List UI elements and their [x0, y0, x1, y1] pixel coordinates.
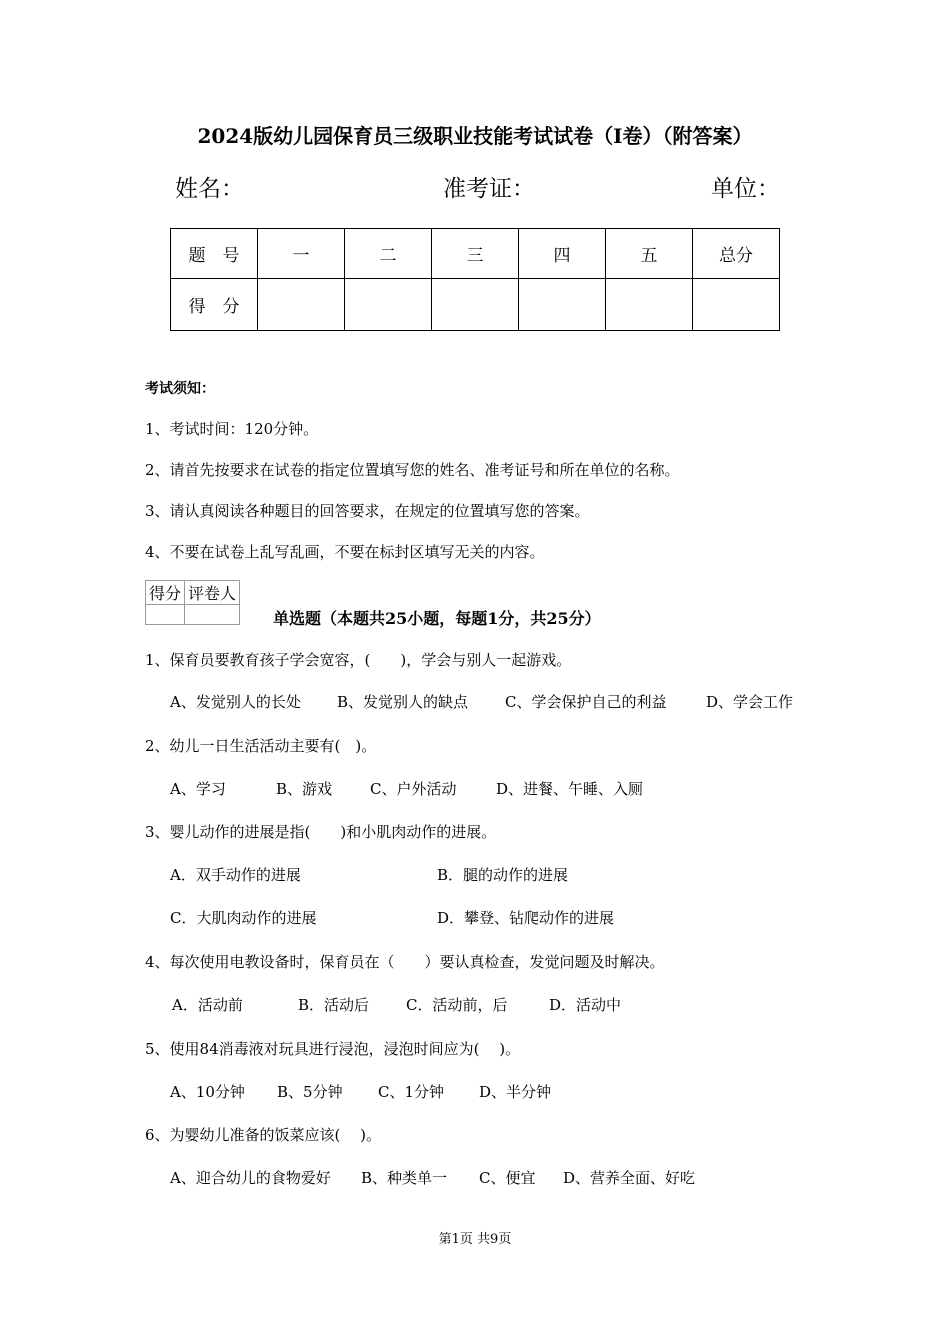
- score-table-header-cell: 五: [606, 229, 693, 279]
- grader-score-label: 得分: [146, 581, 185, 605]
- answer-option: A．双手动作的进展: [170, 866, 301, 884]
- unit-field-label: 单位：: [711, 176, 780, 202]
- answer-option: B．活动后: [298, 996, 370, 1014]
- answer-option: C．活动前，后: [406, 996, 508, 1014]
- score-cell[interactable]: [693, 279, 780, 331]
- name-field-label: 姓名：: [175, 176, 244, 202]
- grader-reviewer-cell[interactable]: [185, 605, 240, 625]
- answer-option: C、1分钟: [378, 1083, 445, 1101]
- notice-item: 1、考试时间：120分钟。: [145, 420, 319, 438]
- answer-option: B、发觉别人的缺点: [337, 693, 469, 711]
- question-text: 4、每次使用电教设备时，保育员在（ ）要认真检查，发觉问题及时解决。: [145, 953, 665, 971]
- score-table-score-row: [171, 279, 780, 331]
- notice-item: 3、请认真阅读各种题目的回答要求，在规定的位置填写您的答案。: [145, 502, 590, 520]
- notice-item: 4、不要在试卷上乱写乱画，不要在标封区填写无关的内容。: [145, 543, 545, 561]
- answer-option: C、户外活动: [370, 780, 457, 798]
- score-table-header-cell: 二: [345, 229, 432, 279]
- answer-option: B．腿的动作的进展: [437, 866, 569, 884]
- score-table-header-cell: 题 号: [171, 229, 258, 279]
- question-text: 2、幼儿一日生活活动主要有( )。: [145, 737, 377, 755]
- page-footer: 第1页 共9页: [438, 1232, 512, 1247]
- answer-option: D．活动中: [549, 996, 622, 1014]
- answer-option: B、游戏: [276, 780, 333, 798]
- question-text: 6、为婴幼儿准备的饭菜应该( )。: [145, 1126, 382, 1144]
- exam-id-field-label: 准考证：: [443, 176, 535, 202]
- score-table-header-cell: 一: [258, 229, 345, 279]
- question-text: 1、保育员要教育孩子学会宽容，( )，学会与别人一起游戏。: [145, 651, 572, 669]
- question-text: 5、使用84消毒液对玩具进行浸泡，浸泡时间应为( )。: [145, 1040, 521, 1058]
- answer-option: D、营养全面、好吃: [563, 1169, 696, 1187]
- score-cell[interactable]: [345, 279, 432, 331]
- answer-option: A．活动前: [172, 996, 243, 1014]
- answer-option: B、5分钟: [277, 1083, 343, 1101]
- answer-option: A、10分钟: [170, 1083, 245, 1101]
- answer-option: D、学会工作: [706, 693, 794, 711]
- answer-option: D、进餐、午睡、入厕: [496, 780, 644, 798]
- answer-option: C、学会保护自己的利益: [505, 693, 667, 711]
- score-cell[interactable]: [258, 279, 345, 331]
- answer-option: C．大肌肉动作的进展: [170, 909, 317, 927]
- grader-score-cell[interactable]: [146, 605, 185, 625]
- answer-option: B、种类单一: [361, 1169, 448, 1187]
- document-title: 2024版幼儿园保育员三级职业技能考试试卷（I卷）（附答案）: [197, 124, 753, 148]
- answer-option: A、迎合幼儿的食物爱好: [170, 1169, 331, 1187]
- score-table-header-cell: 三: [432, 229, 519, 279]
- score-table-header-row: [171, 229, 780, 279]
- score-table-header-cell: 四: [519, 229, 606, 279]
- answer-option: A、学习: [170, 780, 226, 798]
- grader-reviewer-label: 评卷人: [185, 581, 240, 605]
- score-table: [170, 228, 780, 331]
- score-cell[interactable]: [519, 279, 606, 331]
- notice-item: 2、请首先按要求在试卷的指定位置填写您的姓名、准考证号和所在单位的名称。: [145, 461, 680, 479]
- score-row-label: 得 分: [171, 279, 258, 331]
- section-title: 单选题（本题共25小题，每题1分，共25分）: [273, 609, 601, 628]
- score-cell[interactable]: [606, 279, 693, 331]
- score-table-header-cell: 总分: [693, 229, 780, 279]
- answer-option: C、便宜: [479, 1169, 536, 1187]
- question-text: 3、婴儿动作的进展是指( )和小肌肉动作的进展。: [145, 823, 497, 841]
- score-cell[interactable]: [432, 279, 519, 331]
- answer-option: D．攀登、钻爬动作的进展: [437, 909, 615, 927]
- grader-box: [145, 580, 240, 625]
- answer-option: A、发觉别人的长处: [170, 693, 301, 711]
- answer-option: D、半分钟: [479, 1083, 552, 1101]
- notice-heading: 考试须知：: [145, 381, 215, 397]
